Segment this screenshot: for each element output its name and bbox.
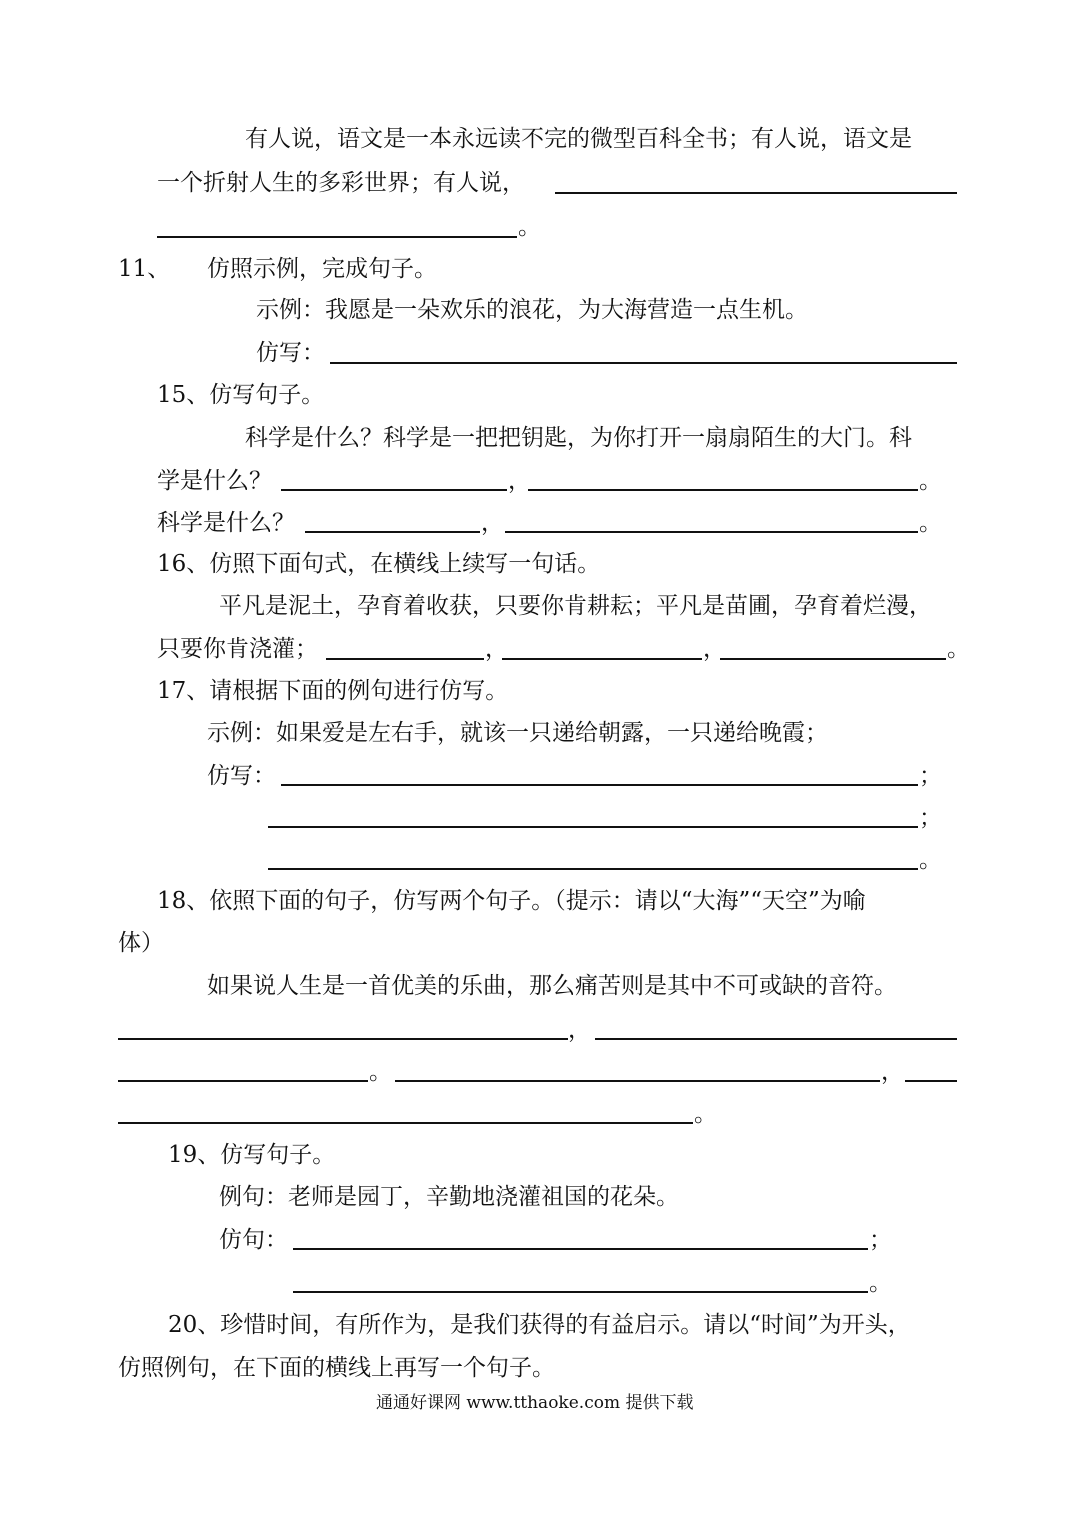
question-18-example: 如果说人生是一首优美的乐曲，那么痛苦则是其中不可或缺的音符。	[207, 973, 897, 999]
question-11-answer-label: 仿写：	[256, 340, 325, 366]
question-11-example: 示例：我愿是一朵欢乐的浪花，为大海营造一点生机。	[256, 297, 808, 323]
comma-mark: ，	[881, 1059, 904, 1085]
answer-blank[interactable]	[293, 1291, 868, 1293]
question-19-answer-label: 仿句：	[219, 1227, 288, 1253]
question-17-prompt: 17、请根据下面的例句进行仿写。	[157, 678, 509, 704]
question-15-example: 科学是什么？科学是一把把钥匙，为你打开一扇扇陌生的大门。科	[245, 425, 912, 451]
answer-blank[interactable]	[330, 362, 957, 364]
answer-blank[interactable]	[395, 1080, 880, 1082]
answer-blank[interactable]	[118, 1038, 568, 1040]
answer-blank[interactable]	[293, 1248, 868, 1250]
answer-blank[interactable]	[326, 658, 484, 660]
question-16-example: 平凡是泥土，孕育着收获，只要你肯耕耘；平凡是苗圃，孕育着烂漫，	[219, 593, 932, 619]
period-mark: 。	[694, 1101, 717, 1127]
period-mark: 。	[919, 847, 942, 873]
answer-blank[interactable]	[157, 236, 517, 238]
period-mark: 。	[919, 468, 942, 494]
question-16-line-2-prefix: 只要你肯浇灌；	[157, 636, 318, 662]
comma-mark: ，	[508, 468, 531, 494]
answer-blank[interactable]	[281, 489, 507, 491]
period-mark: 。	[518, 214, 541, 240]
intro-line-1: 有人说，语文是一本永远读不完的微型百科全书；有人说，语文是	[245, 126, 912, 152]
answer-blank[interactable]	[268, 826, 918, 828]
question-19-example: 例句：老师是园丁，辛勤地浇灌祖国的花朵。	[219, 1184, 679, 1210]
period-mark: 。	[369, 1059, 392, 1085]
question-11-number: 11、	[118, 256, 171, 282]
question-18-prompt: 18、依照下面的句子，仿写两个句子。（提示：请以“大海”“天空”为喻	[157, 888, 866, 914]
answer-blank[interactable]	[118, 1122, 693, 1124]
question-18-prompt-continued: 体）	[118, 930, 164, 956]
answer-blank[interactable]	[505, 531, 918, 533]
comma-mark: ，	[481, 510, 504, 536]
question-19-prompt: 19、仿写句子。	[168, 1142, 336, 1168]
footer-credit: 通通好课网 www.tthaoke.com 提供下载	[376, 1393, 694, 1413]
semicolon-mark: ；	[919, 763, 942, 789]
answer-blank[interactable]	[905, 1080, 957, 1082]
question-20-line-1: 20、珍惜时间，有所作为，是我们获得的有益启示。请以“时间”为开头，	[168, 1312, 911, 1338]
answer-blank[interactable]	[555, 192, 957, 194]
answer-blank[interactable]	[118, 1080, 368, 1082]
period-mark: 。	[869, 1270, 892, 1296]
question-15-prompt: 15、仿写句子。	[157, 382, 325, 408]
question-20-line-2: 仿照例句，在下面的横线上再写一个句子。	[118, 1355, 555, 1381]
answer-blank[interactable]	[528, 489, 918, 491]
question-17-example: 示例：如果爱是左右手，就该一只递给朝露，一只递给晚霞；	[207, 720, 828, 746]
semicolon-mark: ；	[869, 1227, 892, 1253]
comma-mark: ，	[703, 636, 726, 662]
answer-blank[interactable]	[595, 1038, 957, 1040]
answer-blank[interactable]	[305, 531, 480, 533]
answer-blank[interactable]	[281, 784, 918, 786]
comma-mark: ，	[568, 1017, 591, 1043]
question-15-line-2-prefix: 学是什么？	[157, 468, 272, 494]
answer-blank[interactable]	[720, 658, 946, 660]
intro-line-2: 一个折射人生的多彩世界；有人说，	[157, 170, 525, 196]
answer-blank[interactable]	[502, 658, 702, 660]
question-11-prompt: 仿照示例，完成句子。	[207, 256, 437, 282]
question-15-line-3-prefix: 科学是什么？	[157, 510, 295, 536]
answer-blank[interactable]	[268, 868, 918, 870]
comma-mark: ，	[485, 636, 508, 662]
period-mark: 。	[919, 510, 942, 536]
semicolon-mark: ；	[919, 805, 942, 831]
question-16-prompt: 16、仿照下面句式，在横线上续写一句话。	[157, 551, 601, 577]
period-mark: 。	[947, 636, 970, 662]
question-17-answer-label: 仿写：	[207, 763, 276, 789]
